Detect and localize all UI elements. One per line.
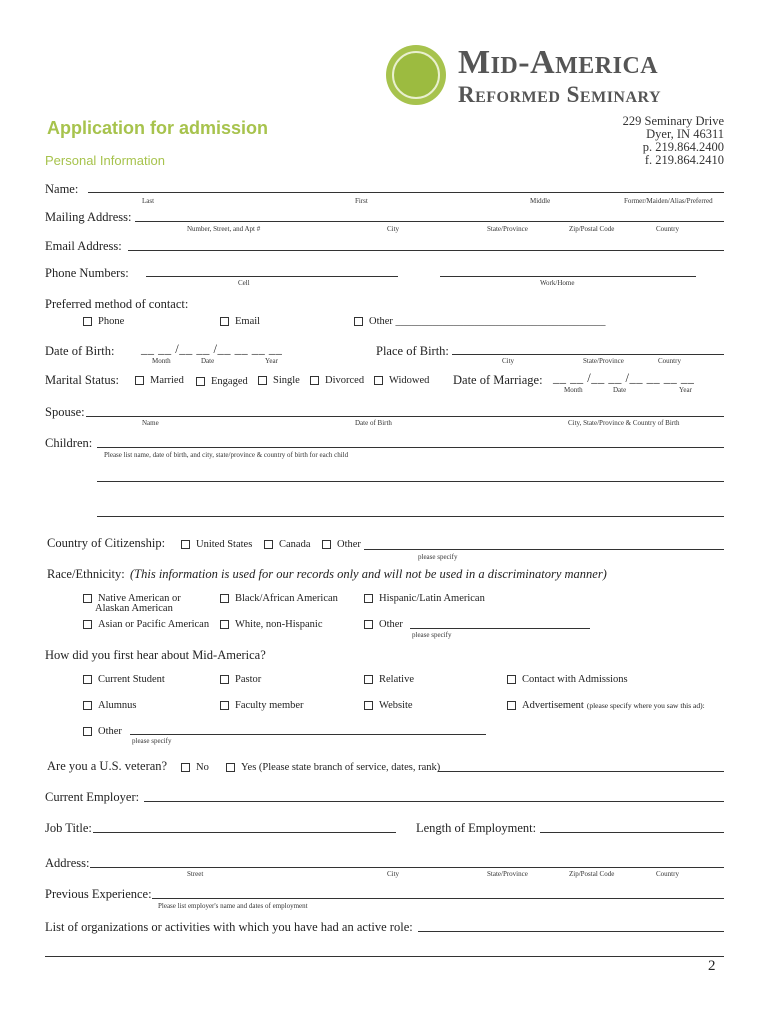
hear-other-field[interactable] (130, 734, 486, 735)
pob-sub-country: Country (658, 357, 681, 365)
experience-field[interactable] (152, 898, 724, 899)
checkbox-icon (507, 701, 516, 710)
race-note: (This information is used for our records only and will not be used in a discriminatory manner) (130, 567, 607, 581)
children-sub: Please list name, date of birth, and city, state/province & country of birth for each child (104, 451, 349, 459)
checkbox-icon (83, 620, 92, 629)
contact-email-checkbox[interactable]: Email (220, 316, 260, 327)
mailing-sub-city: City (387, 225, 400, 233)
checkbox-icon (196, 377, 205, 386)
race-white-checkbox[interactable]: White, non-Hispanic (220, 619, 322, 630)
marital-label: Marital Status: (45, 373, 119, 387)
checkbox-icon (374, 376, 383, 385)
hear-alumnus-checkbox[interactable]: Alumnus (83, 700, 137, 711)
checkbox-icon (364, 620, 373, 629)
email-label: Email Address: (45, 239, 122, 253)
address-street: 229 Seminary Drive (622, 114, 724, 128)
hear-student-checkbox[interactable]: Current Student (83, 674, 165, 685)
race-other-checkbox[interactable]: Other (364, 619, 403, 630)
job-title-field[interactable] (93, 832, 396, 833)
citizenship-sub: please specify (418, 553, 458, 561)
dob-sub-month: Month (152, 357, 171, 365)
dom-sub-month: Month (564, 386, 583, 394)
checkbox-icon (364, 675, 373, 684)
race-native-checkbox[interactable]: Native American or (83, 593, 181, 604)
checkbox-icon (220, 594, 229, 603)
marital-engaged-checkbox[interactable]: Engaged (196, 376, 248, 387)
name-sub-middle: Middle (530, 197, 551, 205)
seminary-address (623, 115, 724, 167)
mailing-field[interactable] (135, 221, 724, 222)
dob-sub-year: Year (265, 357, 278, 365)
page-title: Application for admission (47, 118, 269, 138)
hear-ad-checkbox[interactable]: Advertisement (please specify where you saw this ad): (507, 700, 705, 711)
dom-field[interactable]: __ __ /__ __ /__ __ __ __ (553, 371, 695, 385)
hear-ad-note: (please specify where you saw this ad): (586, 701, 705, 710)
marital-widowed-checkbox[interactable]: Widowed (374, 375, 429, 386)
address2-sub-city: City (387, 870, 400, 878)
orgs-field-1[interactable] (418, 931, 724, 932)
pob-label: Place of Birth: (376, 344, 449, 358)
employment-length-field[interactable] (540, 832, 724, 833)
race-label: Race/Ethnicity: (47, 567, 125, 581)
dom-label: Date of Marriage: (453, 373, 543, 387)
spouse-sub-dob: Date of Birth (355, 419, 392, 427)
hear-label: How did you first hear about Mid-America? (45, 648, 266, 662)
phone-label: Phone Numbers: (45, 266, 129, 280)
mailing-label: Mailing Address: (45, 210, 132, 224)
checkbox-icon (507, 675, 516, 684)
citizenship-canada-checkbox[interactable]: Canada (264, 539, 311, 550)
hear-website-checkbox[interactable]: Website (364, 700, 413, 711)
hear-faculty-checkbox[interactable]: Faculty member (220, 700, 304, 711)
contact-phone-checkbox[interactable]: Phone (83, 316, 124, 327)
pob-sub-state: State/Province (583, 357, 624, 365)
name-sub-first: First (355, 197, 368, 205)
spouse-sub-birthplace: City, State/Province & Country of Birth (568, 419, 680, 427)
orgs-label: List of organizations or activities with which you have had an active role: (45, 920, 413, 934)
employer-field[interactable] (144, 801, 724, 802)
address2-sub-zip: Zip/Postal Code (569, 870, 615, 878)
checkbox-icon (181, 763, 190, 772)
orgs-field-2[interactable] (45, 956, 724, 957)
checkbox-icon (364, 701, 373, 710)
veteran-label: Are you a U.S. veteran? (47, 759, 168, 773)
checkbox-icon (220, 620, 229, 629)
mailing-sub-street: Number, Street, and Apt # (187, 225, 261, 233)
pob-field[interactable] (452, 354, 724, 355)
address2-field[interactable] (90, 867, 724, 868)
hear-sub: please specify (132, 737, 172, 745)
marital-divorced-checkbox[interactable]: Divorced (310, 375, 364, 386)
section-title: Personal Information (45, 153, 165, 168)
citizenship-other-field[interactable] (364, 549, 724, 550)
checkbox-icon (364, 594, 373, 603)
citizenship-label: Country of Citizenship: (47, 536, 166, 550)
hear-other-checkbox[interactable]: Other (83, 726, 122, 737)
veteran-no-checkbox[interactable]: No (181, 762, 209, 773)
dob-field[interactable]: __ __ /__ __ /__ __ __ __ (141, 342, 283, 356)
checkbox-icon (220, 675, 229, 684)
race-asian-checkbox[interactable]: Asian or Pacific American (83, 619, 209, 630)
citizenship-us-checkbox[interactable]: United States (181, 539, 252, 550)
checkbox-icon (226, 763, 235, 772)
children-label: Children: (45, 436, 93, 450)
dom-sub-year: Year (679, 386, 692, 394)
race-other-field[interactable] (410, 628, 590, 629)
checkbox-icon (220, 317, 229, 326)
children-field-1[interactable] (97, 447, 724, 448)
phone-sub-work: Work/Home (540, 279, 575, 287)
brand-line1: Mid-America (458, 44, 659, 81)
job-title-label: Job Title: (45, 821, 92, 835)
name-field[interactable] (88, 192, 724, 193)
address-city: Dyer, IN 46311 (646, 127, 724, 141)
address2-label: Address: (45, 856, 90, 870)
name-label: Name: (45, 182, 79, 196)
hear-admissions-checkbox[interactable]: Contact with Admissions (507, 674, 628, 685)
race-sub: please specify (412, 631, 452, 639)
seminary-seal-logo (386, 45, 446, 105)
dob-sub-date: Date (201, 357, 215, 365)
name-sub-former: Former/Maiden/Alias/Preferred (624, 197, 713, 205)
mailing-sub-country: Country (656, 225, 679, 233)
name-sub-last: Last (142, 197, 155, 205)
veteran-details-field[interactable] (438, 771, 724, 772)
address-fax: f. 219.864.2410 (644, 153, 724, 167)
spouse-label: Spouse: (45, 405, 85, 419)
race-black-checkbox[interactable]: Black/African American (220, 593, 338, 604)
contact-other-checkbox[interactable]: Other ________________________________________ (354, 316, 606, 327)
race-native-label-2: Alaskan American (95, 603, 173, 614)
work-phone-field[interactable] (440, 276, 696, 277)
checkbox-icon (135, 376, 144, 385)
spouse-sub-name: Name (142, 419, 159, 427)
pob-sub-city: City (502, 357, 515, 365)
brand-line2: Reformed Seminary (458, 82, 662, 107)
hear-relative-checkbox[interactable]: Relative (364, 674, 414, 685)
checkbox-icon (258, 376, 267, 385)
children-field-2[interactable] (97, 481, 724, 482)
address2-sub-state: State/Province (487, 870, 528, 878)
spouse-field[interactable] (86, 416, 724, 417)
dob-label: Date of Birth: (45, 344, 115, 358)
hear-pastor-checkbox[interactable]: Pastor (220, 674, 261, 685)
checkbox-icon (322, 540, 331, 549)
address2-sub-street: Street (187, 870, 204, 878)
checkbox-icon (83, 701, 92, 710)
address-phone: p. 219.864.2400 (642, 140, 724, 154)
marital-single-checkbox[interactable]: Single (258, 375, 300, 386)
checkbox-icon (310, 376, 319, 385)
email-field[interactable] (128, 250, 724, 251)
checkbox-icon (83, 727, 92, 736)
checkbox-icon (83, 675, 92, 684)
checkbox-icon (83, 317, 92, 326)
employer-label: Current Employer: (45, 790, 140, 804)
veteran-yes-checkbox[interactable]: Yes (Please state branch of service, dates, rank) (226, 762, 440, 773)
checkbox-icon (354, 317, 363, 326)
contact-label: Preferred method of contact: (45, 297, 189, 311)
checkbox-icon (181, 540, 190, 549)
checkbox-icon (220, 701, 229, 710)
mailing-sub-zip: Zip/Postal Code (569, 225, 615, 233)
checkbox-icon (83, 594, 92, 603)
marital-married-checkbox[interactable]: Married (135, 375, 184, 386)
experience-sub: Please list employer's name and dates of employment (158, 902, 308, 910)
citizenship-other-checkbox[interactable]: Other (322, 539, 361, 550)
cell-phone-field[interactable] (146, 276, 398, 277)
race-hispanic-checkbox[interactable]: Hispanic/Latin American (364, 593, 485, 604)
experience-label: Previous Experience: (45, 887, 152, 901)
dom-sub-date: Date (613, 386, 627, 394)
checkbox-icon (264, 540, 273, 549)
mailing-sub-state: State/Province (487, 225, 528, 233)
phone-sub-cell: Cell (238, 279, 250, 287)
children-field-3[interactable] (97, 516, 724, 517)
employment-length-label: Length of Employment: (416, 821, 537, 835)
address2-sub-country: Country (656, 870, 679, 878)
page-number: 2 (708, 958, 716, 974)
